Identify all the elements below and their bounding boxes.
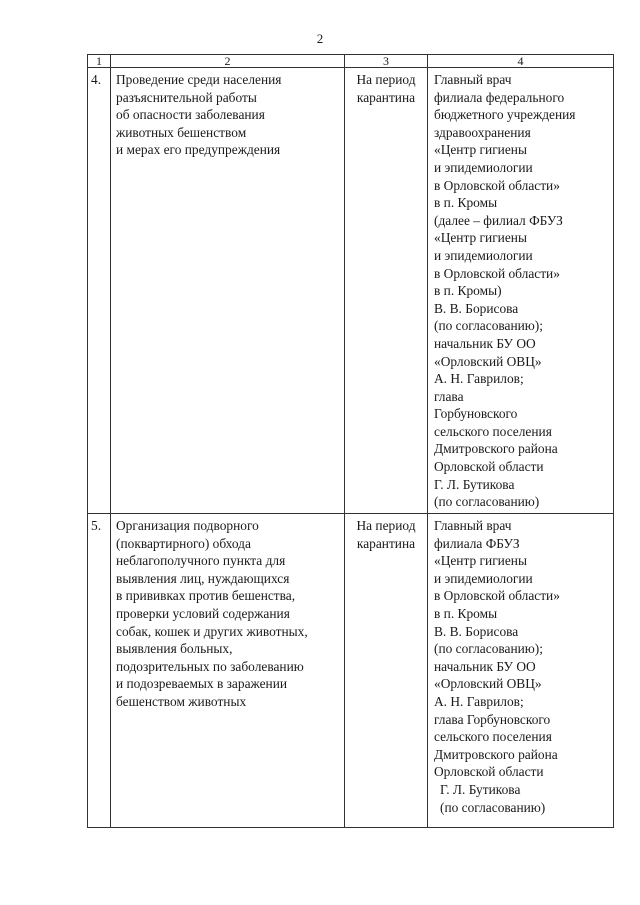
cell-line: А. Н. Гаврилов; [434,693,524,709]
cell-line: (поквартирного) обхода [116,535,251,551]
cell-line: и мерах его предупреждения [116,142,281,158]
cell-line: На период [356,72,416,87]
cell-line: бюджетного учреждения [434,107,576,123]
cell-line: карантина [356,535,416,551]
cell-line: Горбуновского [434,406,518,422]
cell-line: в п. Кромы [434,605,498,621]
cell-line: глава [434,388,464,404]
task-cell [111,68,345,514]
cell-line: «Орловский ОВЦ» [434,353,542,369]
cell-line: здравоохранения [434,124,531,140]
cell-line: выявления лиц, нуждающихся [116,570,290,586]
cell-line: об опасности заболевания [116,107,265,123]
table-row [88,514,614,828]
cell-line: Г. Л. Бутикова [434,476,515,492]
cell-line: выявления больных, [116,641,233,657]
cell-line: и эпидемиологии [434,570,533,586]
cell-line: Главный врач [434,72,512,87]
cell-line: неблагополучного пункта для [116,553,286,569]
cell-line: и эпидемиологии [434,159,533,175]
cell-line: в прививках против бешенства, [116,588,296,604]
cell-line: собак, кошек и других животных, [116,623,308,639]
cell-line: (по согласованию); [434,318,543,334]
table-row [88,68,614,514]
cell-line: подозрительных по заболеванию [116,658,304,674]
cell-line: В. В. Борисова [434,300,519,316]
measures-table [87,54,614,828]
cell-line: Проведение среди населения [116,72,282,87]
row-number: 4. [88,68,111,514]
table-header-row [88,55,614,68]
cell-line: Организация подворного [116,518,259,533]
cell-line: (по согласованию); [434,641,543,657]
cell-line: (по согласованию) [440,799,546,815]
cell-line: разъяснительной работы [116,89,257,105]
cell-line: и эпидемиологии [434,247,533,263]
cell-line: Орловской области [434,459,544,475]
cell-line: филиала ФБУЗ [434,535,520,551]
period-cell [345,514,428,828]
cell-line: в Орловской области» [434,588,560,604]
cell-line: Главный врач [434,518,512,533]
cell-line: А. Н. Гаврилов; [434,371,524,387]
cell-line: начальник БУ ОО [434,335,536,351]
cell-line: в Орловской области» [434,265,560,281]
column-number-3: 3 [345,55,428,68]
column-number-2: 2 [111,55,345,68]
column-number-4: 4 [428,55,614,68]
cell-line: в Орловской области» [434,177,560,193]
cell-line: и подозреваемых в заражении [116,676,288,692]
cell-line: животных бешенством [116,124,247,140]
cell-line: (далее – филиал ФБУЗ [434,212,563,228]
cell-line: в п. Кромы) [434,283,502,299]
responsible-cell [428,68,614,514]
cell-line: «Орловский ОВЦ» [434,676,542,692]
cell-line: Орловской области [434,764,544,780]
cell-line: На период [356,518,416,533]
cell-line: «Центр гигиены [434,230,527,246]
cell-line: сельского поселения [434,423,552,439]
cell-line: «Центр гигиены [434,553,527,569]
period-cell [345,68,428,514]
task-cell [111,514,345,828]
cell-line: Дмитровского района [434,746,558,762]
cell-line: начальник БУ ОО [434,658,536,674]
page-number: 2 [316,31,324,46]
cell-line: В. В. Борисова [434,623,519,639]
cell-line: филиала федерального [434,89,565,105]
cell-line: проверки условий содержания [116,605,290,621]
row-number: 5. [88,514,111,828]
cell-line: бешенством животных [116,693,247,709]
responsible-cell [428,514,614,828]
cell-line: глава Горбуновского [434,711,551,727]
cell-line: (по согласованию) [434,494,540,510]
cell-line: карантина [356,89,416,105]
cell-line: Г. Л. Бутикова [440,781,521,797]
column-number-1: 1 [88,55,111,68]
cell-line: «Центр гигиены [434,142,527,158]
cell-line: в п. Кромы [434,195,498,211]
cell-line: Дмитровского района [434,441,558,457]
cell-line: сельского поселения [434,729,552,745]
